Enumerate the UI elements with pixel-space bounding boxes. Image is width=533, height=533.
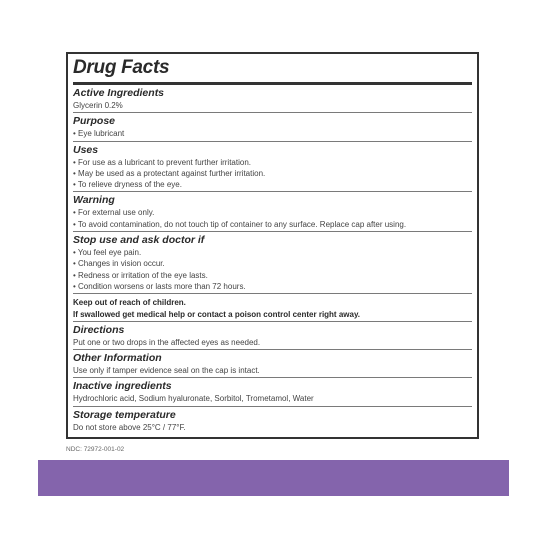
section-heading: Stop use and ask doctor if	[73, 234, 205, 247]
section-active-ingredients	[73, 85, 472, 113]
purple-color-band	[38, 460, 509, 496]
section-line: • To relieve dryness of the eye.	[73, 180, 182, 190]
section-line: • May be used as a protectant against further irritation.	[73, 168, 266, 178]
section-line: • You feel eye pain.	[73, 248, 142, 258]
section-other-information	[73, 350, 472, 378]
section-keep-out-of-reach	[73, 294, 472, 322]
section-line: Glycerin 0.2%	[73, 101, 123, 110]
section-line: • Changes in vision occur.	[73, 259, 165, 269]
section-line: If swallowed get medical help or contact a poison control center right away.	[73, 309, 361, 319]
section-heading: Uses	[73, 143, 99, 156]
drug-facts-panel	[66, 52, 479, 439]
section-heading: Other Information	[73, 352, 162, 365]
section-directions	[73, 322, 472, 350]
section-line: • Redness or irritation of the eye lasts.	[73, 270, 208, 280]
section-line: Put one or two drops in the affected eyes as needed.	[73, 337, 261, 347]
section-storage-temperature	[73, 407, 472, 434]
section-line: • For external use only.	[73, 208, 155, 218]
section-line: Do not store above 25°C / 77°F.	[73, 422, 186, 432]
section-line: • Condition worsens or lasts more than 72 hours.	[73, 281, 246, 291]
section-inactive-ingredients	[73, 378, 472, 406]
section-purpose	[73, 113, 472, 141]
section-heading: Inactive ingredients	[73, 380, 172, 393]
section-line: Keep out of reach of children.	[73, 298, 186, 308]
section-heading: Warning	[73, 194, 115, 207]
section-heading: Directions	[73, 323, 125, 336]
section-line: • Eye lubricant	[73, 129, 125, 139]
section-warning	[73, 192, 472, 232]
section-line: Hydrochloric acid, Sodium hyaluronate, Sorbitol, Trometamol, Water	[73, 394, 314, 404]
section-heading: Purpose	[73, 115, 116, 128]
section-line: • For use as a lubricant to prevent further irritation.	[73, 157, 251, 167]
section-heading: Storage temperature	[73, 408, 176, 421]
section-line: • To avoid contamination, do not touch tip of container to any surface. Replace cap after using.	[73, 219, 407, 229]
section-uses	[73, 142, 472, 193]
section-stop-use	[73, 232, 472, 294]
drug-facts-title: Drug Facts	[73, 54, 472, 85]
ndc-code: NDC: 72972-001-02	[66, 446, 125, 453]
section-heading: Active Ingredients	[73, 87, 165, 99]
section-line: Use only if tamper evidence seal on the cap is intact.	[73, 366, 260, 376]
